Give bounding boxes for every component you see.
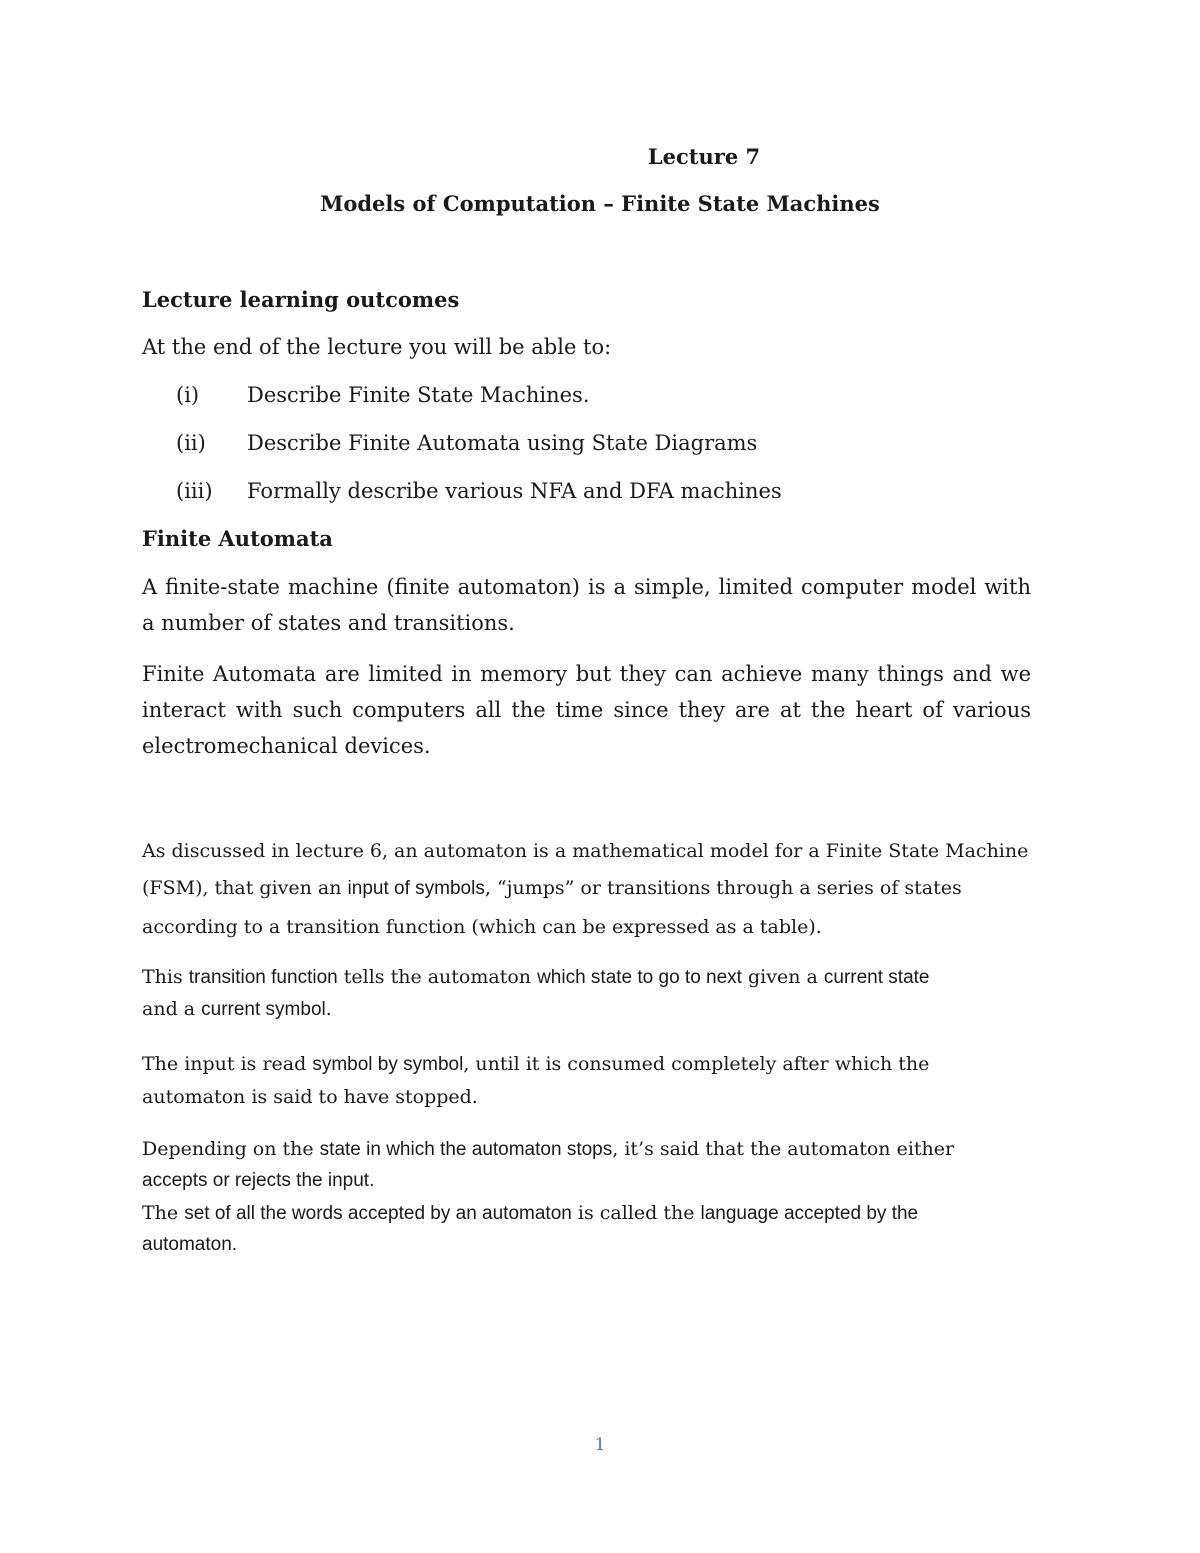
- lecture-number: Lecture 7: [647, 144, 761, 169]
- input-line-1: The input is read symbol by symbol, until it is consumed completely after which the: [142, 1053, 930, 1075]
- emphasis: set of all the words accepted by an automaton: [184, 1203, 572, 1224]
- stop-line-1: Depending on the state in which the automaton stops, it’s said that the automaton either: [142, 1138, 955, 1160]
- page-title: Models of Computation – Finite State Machines: [320, 191, 880, 216]
- language-line-1: The set of all the words accepted by an automaton is called the language accepted by the: [142, 1202, 919, 1224]
- outcomes-intro: At the end of the lecture you will be able to:: [142, 335, 612, 359]
- list-item-text: Describe Finite Automata using State Diagrams: [247, 431, 758, 455]
- list-item-number: (ii): [176, 431, 206, 455]
- list-item: [0, 431, 1200, 455]
- automaton-line-1: As discussed in lecture 6, an automaton is a mathematical model for a Finite State Machine: [142, 840, 1029, 862]
- transition-line-2: and a current symbol.: [142, 998, 332, 1020]
- page-number: 1: [594, 1435, 606, 1455]
- transition-line-1: This transition function tells the automaton which state to go to next given a current state: [142, 966, 930, 988]
- automaton-line-3: according to a transition function (which can be expressed as a table).: [142, 916, 822, 938]
- emphasis: input of symbols: [347, 878, 485, 899]
- list-item-number: (i): [176, 383, 200, 407]
- language-line-2: automaton.: [142, 1234, 238, 1255]
- input-line-2: automaton is said to have stopped.: [142, 1086, 478, 1108]
- list-item: [0, 383, 1200, 407]
- list-item-text: Formally describe various NFA and DFA machines: [247, 479, 782, 503]
- emphasis: transition function: [188, 967, 338, 988]
- emphasis: current state: [823, 967, 930, 988]
- emphasis: state in which the automaton stops: [319, 1139, 613, 1160]
- emphasis: which state to go to next: [537, 967, 742, 988]
- paragraph-fsm-definition: A finite-state machine (finite automaton) is a simple, limited computer model with a number of states and transitions.: [142, 575, 1031, 635]
- emphasis: language accepted by the: [700, 1203, 919, 1224]
- paragraph-fsm-memory: Finite Automata are limited in memory but they can achieve many things and we interact with such computers all the time since they are at the heart of various electromechanical devices.: [142, 662, 1031, 758]
- emphasis: current symbol: [201, 999, 326, 1020]
- stop-line-2: accepts or rejects the input.: [142, 1170, 375, 1191]
- emphasis: symbol by symbol: [312, 1054, 464, 1075]
- automaton-line-2: (FSM), that given an input of symbols, “jumps” or transitions through a series of states: [142, 877, 962, 899]
- list-item: [0, 479, 1200, 503]
- list-item-number: (iii): [176, 479, 213, 503]
- list-item-text: Describe Finite State Machines.: [247, 383, 590, 407]
- finite-automata-heading: Finite Automata: [142, 526, 333, 551]
- outcomes-heading: Lecture learning outcomes: [142, 287, 460, 312]
